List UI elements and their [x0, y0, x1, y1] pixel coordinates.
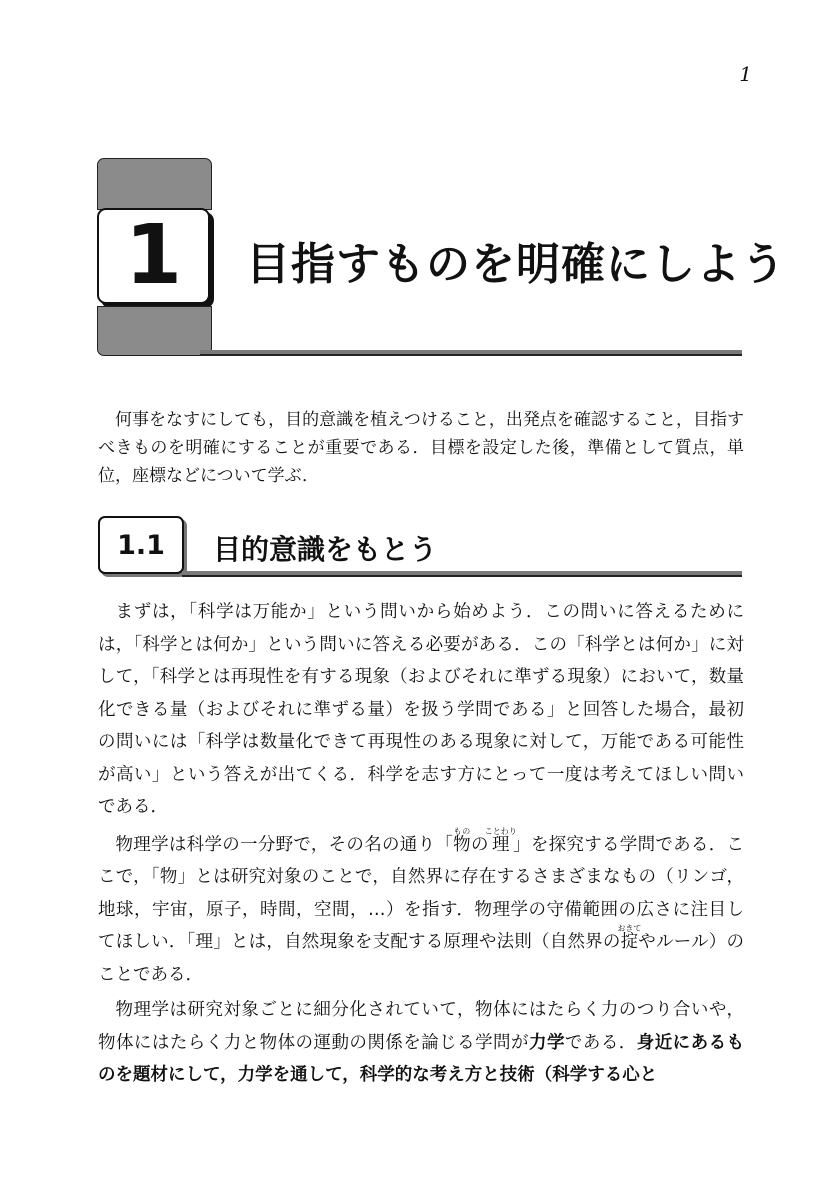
section-title: 目的意識をもとう: [213, 533, 438, 566]
ruby-base: 掟: [617, 932, 642, 952]
ruby-base: 理: [484, 834, 517, 855]
chapter-intro: [98, 406, 744, 490]
chapter-title-rule: [200, 350, 742, 356]
ruby-kotowari: [484, 826, 517, 855]
text-span: 物理学は科学の一分野で，その名の通り「: [115, 834, 454, 855]
chapter-number: 1: [97, 208, 210, 304]
text-span: である．: [564, 1032, 637, 1053]
body-paragraph-3: [98, 994, 744, 1092]
text-span: の: [470, 834, 489, 855]
text-span: 物理学は研究対象ごとに細分化されていて，物体にはたらく力のつり合いや，物体にはたらく力と物体の運動の関係を論じる学問が: [98, 1000, 744, 1053]
bold-term: 力学: [528, 1032, 565, 1053]
chapter-title: 目指すものを明確にしよう: [246, 239, 786, 290]
bold-sentence: 身近にあるものを題材にして，力学を通して，科学的な考え方と技術（科学する心と: [98, 1032, 745, 1085]
chapter-tab-bottom: [97, 306, 212, 356]
chapter-tab-top: [97, 158, 212, 210]
ruby-base: 物: [453, 834, 471, 855]
page-number: 1: [739, 62, 752, 86]
body-paragraph-2: [98, 827, 744, 992]
text-span: 」を探究する学問である．ここで，「物」とは研究対象のことで，自然界に存在するさまざまなもの（リンゴ，地球，宇宙，原子，時間，空間，…）を指す．物理学の守備範囲の広さに注目してほしい．「理」とは，自然現象を支配する原理や法則（自然界の: [98, 834, 745, 952]
ruby-reading: もの: [453, 826, 471, 836]
ruby-reading: おきて: [617, 924, 642, 933]
ruby-reading: ことわり: [484, 826, 517, 836]
section-body: [98, 596, 744, 1092]
intro-paragraph: 何事をなすにしても，目的意識を植えつけること，出発点を確認すること，目指すべきものを明確にすることが重要である．目標を設定した後，準備として質点，単位，座標などについて学ぶ．: [98, 410, 744, 486]
ruby-okite: [617, 924, 642, 952]
ruby-mono: [453, 826, 471, 855]
section-number: 1.1: [98, 516, 184, 574]
body-paragraph-1: まずは，「科学は万能か」という問いから始めよう．この問いに答えるためには，「科学とは何か」という問いに答える必要がある．この「科学とは何か」に対して，「科学とは再現性を有する現象（およびそれに準ずる現象）において，数量化できる量（およびそれに準ずる量）を扱う学問である」と回答した場合，最初の問いには「科学は数量化できて再現性のある現象に対して，万能である可能性が高い」という答えが出てくる．科学を志す方にとって一度は考えてほしい問いである．: [98, 602, 744, 817]
chapter-number-block: [97, 158, 212, 356]
section-title-rule: [182, 571, 742, 577]
text-span: やルール）のことである．: [98, 932, 744, 985]
